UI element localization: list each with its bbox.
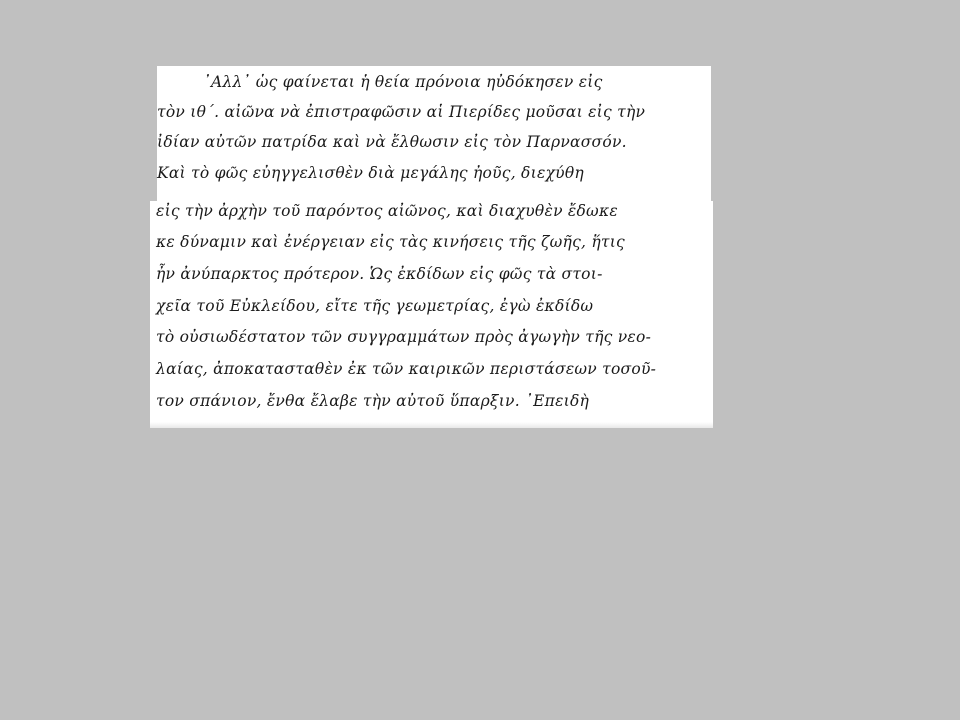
text-line: χεῖα τοῦ Εὐκλείδου, εἴτε τῆς γεωμετρίας, ἐγὼ ἐκδίδω xyxy=(156,297,594,315)
text-line: εἰς τὴν ἀρχὴν τοῦ παρόντος αἰῶνος, καὶ διαχυθὲν ἔδωκε xyxy=(156,202,618,220)
text-line: Καὶ τὸ φῶς εὐηγγελισθὲν διὰ μεγάλης ἠοῦς, διεχύθη xyxy=(157,164,584,182)
scan-fragment-bottom xyxy=(150,201,713,428)
text-line: τὸ οὐσιωδέστατον τῶν συγγραμμάτων πρὸς ἀγωγὴν τῆς νεο- xyxy=(156,328,652,346)
text-line: λαίας, ἀποκατασταθὲν ἐκ τῶν καιρικῶν περιστάσεων τοσοῦ- xyxy=(156,360,657,378)
scan-bottom-edge xyxy=(150,422,713,428)
text-line: τον σπάνιον, ἔνθα ἔλαβε τὴν αὐτοῦ ὕπαρξιν. ᾿Επειδὴ xyxy=(156,392,590,410)
text-line: κε δύναμιν καὶ ἐνέργειαν εἰς τὰς κινήσεις τῆς ζωῆς, ἥτις xyxy=(156,233,625,251)
text-line: ἦν ἀνύπαρκτος πρότερον. Ὡς ἐκδίδων εἰς φῶς τὰ στοι- xyxy=(156,265,603,283)
text-line: τὸν ιθ΄. αἰῶνα νὰ ἐπιστραφῶσιν αἱ Πιερίδες μοῦσαι εἰς τὴν xyxy=(157,103,646,121)
text-line: ἰδίαν αὐτῶν πατρίδα καὶ νὰ ἔλθωσιν εἰς τὸν Παρνασσόν. xyxy=(157,133,627,151)
scan-fragment-top xyxy=(157,66,711,206)
text-line: ᾿Αλλ᾿ ὡς φαίνεται ἡ θεία πρόνοια ηὐδόκησεν εἰς xyxy=(203,73,603,91)
